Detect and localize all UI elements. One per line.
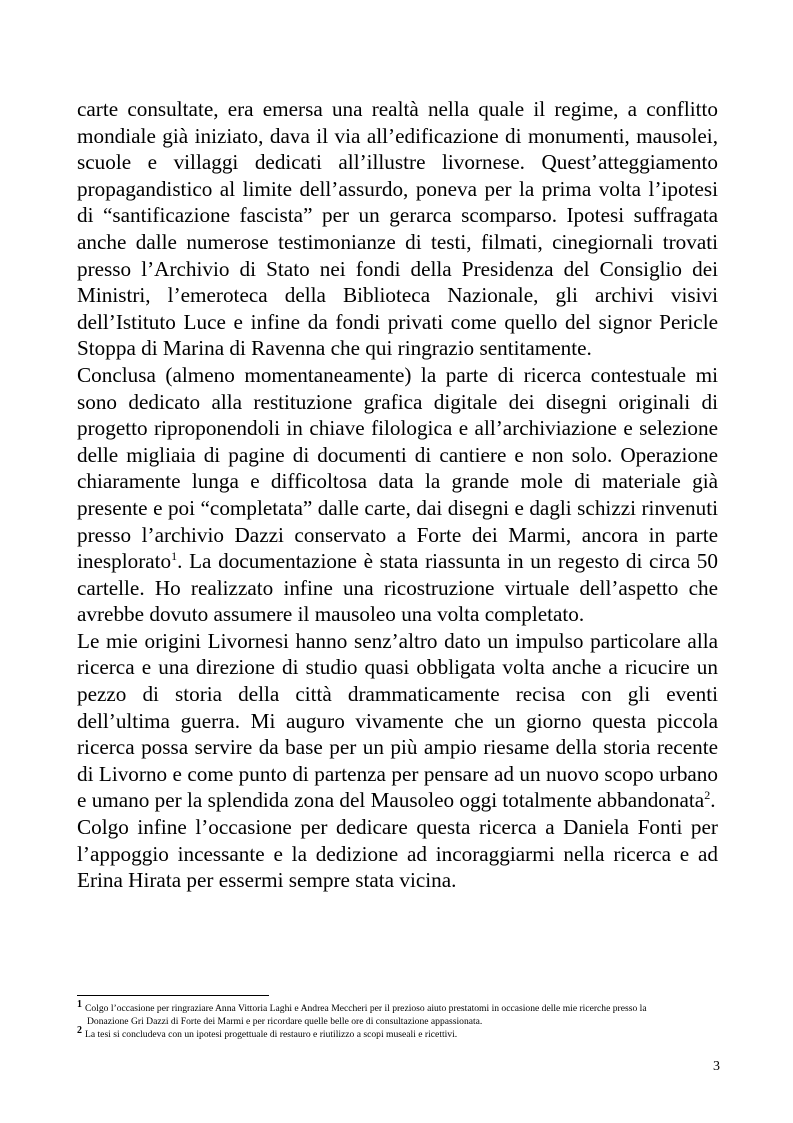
paragraph-1-text: carte consultate, era emersa una realtà nella quale il regime, a conflitto mondiale già iniziato, dava il via all’edificazione di monumenti, mausolei, scuole e villaggi dedicati all’illustre livornese. Quest’atteggiamento propagandistico al limite dell’assurdo, poneva per la prima volta l’ipotesi di “santificazione fascista” per un gerarca scomparso. Ipotesi suffragata anche dalle numerose testimonianze di testi, filmati, cinegiornali trovati presso l’Archivio di Stato nei fondi della Presidenza del Consiglio dei Ministri, l’emeroteca della Biblioteca Nazionale, gli archivi visivi dell’Istituto Luce e infine da fondi privati come quello del signor Pericle Stoppa di Marina di Ravenna che qui ringrazio sentitamente. (77, 97, 718, 361)
footnote-ref-2: 2 (704, 788, 711, 803)
footnote-separator (77, 995, 269, 996)
paragraph-2-text-b: . La documentazione è stata riassunta in un regesto di circa 50 cartelle. Ho realizzato infine una ricostruzione virtuale dell’aspetto che avrebbe dovuto assumere il mausoleo una volta completato. (77, 549, 718, 627)
footnote-1-line-1: Colgo l’occasione per ringraziare Anna Vittoria Laghi e Andrea Meccheri per il prezioso aiuto prestatomi in occasione delle mie ricerche presso la (85, 1003, 647, 1014)
paragraph-3-text-a: Le mie origini Livornesi hanno senz’altro dato un impulso particolare alla ricerca e una direzione di studio quasi obbligata volta anche a ricucire un pezzo di storia della città drammaticamente recisa con gli eventi dell’ultima guerra. Mi auguro vivamente che un giorno questa piccola ricerca possa servire da base per un più ampio riesame della storia recente di Livorno e come punto di partenza per pensare ad un nuovo scopo urbano e umano per la splendida zona del Mausoleo oggi totalmente abbandonata (77, 628, 718, 813)
footnotes (77, 998, 718, 1043)
footnote-2 (77, 1025, 718, 1042)
footnote-1 (77, 998, 718, 1028)
paragraph-4 (77, 814, 718, 894)
paragraph-2 (77, 362, 718, 628)
footnote-1-number: 1 (77, 998, 82, 1010)
paragraph-2-text-a: Conclusa (almeno momentaneamente) la parte di ricerca contestuale mi sono dedicato alla restituzione grafica digitale dei disegni originali di progetto riproponendoli in chiave filologica e all’archiviazione e selezione delle migliaia di pagine di documenti di cantiere e non solo. Operazione chiaramente lunga e difficoltosa data la grande mole di materiale già presente e poi “completata” dalle carte, dai disegni e dagli schizzi rinvenuti presso l’archivio Dazzi conservato a Forte dei Marmi, ancora in parte inesplorato (77, 362, 718, 574)
page-number: 3 (713, 1059, 720, 1074)
body-text (77, 96, 718, 894)
footnote-ref-1: 1 (171, 549, 178, 564)
footnote-2-line-1: La tesi si concludeva con un ipotesi progettuale di restauro e riutilizzo a scopi museali e ricettivi. (85, 1029, 458, 1041)
paragraph-3-text-b: . (710, 788, 716, 813)
footnote-1-line-2: Donazione Gri Dazzi di Forte dei Marmi e per ricordare quelle belle ore di consultazione appassionata. (87, 1015, 483, 1027)
footnote-2-number: 2 (77, 1025, 82, 1036)
paragraph-4-text: Colgo infine l’occasione per dedicare questa ricerca a Daniela Fonti per l’appoggio incessante e la dedizione ad incoraggiarmi nella ricerca e ad Erina Hirata per essermi sempre stata vicina. (77, 815, 718, 893)
paragraph-3 (77, 628, 718, 814)
paragraph-1 (77, 96, 718, 362)
